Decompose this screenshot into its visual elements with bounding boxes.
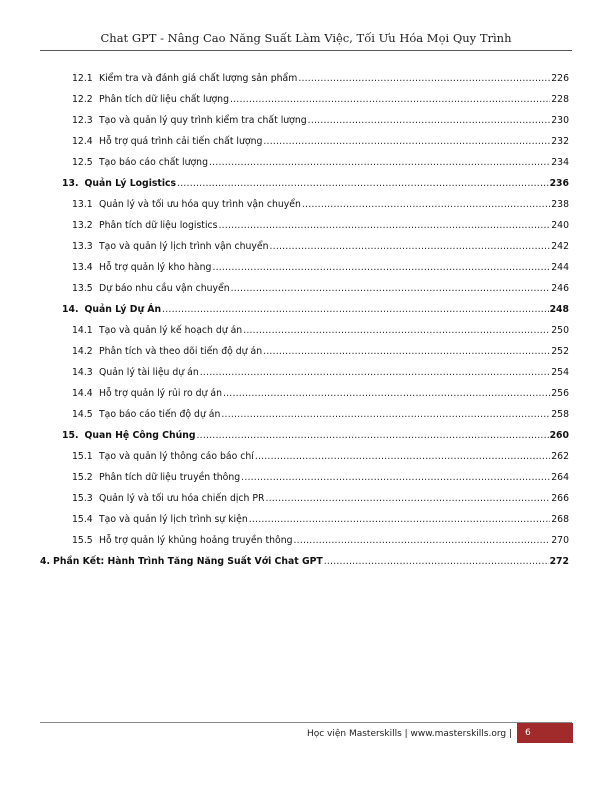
toc-page: 232 (551, 136, 569, 147)
toc-leader (265, 493, 550, 505)
toc-leader (308, 115, 551, 127)
toc-page: 256 (551, 388, 569, 399)
toc-number: 12.5 (72, 157, 93, 168)
toc-entry-15-4[interactable] (72, 514, 569, 526)
toc-number: 14.3 (72, 367, 93, 378)
toc-leader (270, 241, 551, 253)
toc-entry-14-4[interactable] (72, 388, 569, 400)
toc-page: 246 (551, 283, 569, 294)
toc-page: 230 (551, 115, 569, 126)
footer-page-number: 6 (517, 723, 573, 743)
page-header-title: Chat GPT - Nâng Cao Năng Suất Làm Việc, Tối Ưu Hóa Mọi Quy Trình (100, 31, 512, 45)
toc-number: 14.5 (72, 409, 93, 420)
toc-entry-12-3[interactable] (72, 115, 569, 127)
toc-number: 14.1 (72, 325, 93, 336)
toc-page: 226 (551, 73, 569, 84)
toc-page: 244 (551, 262, 569, 273)
toc-entry-12-1[interactable] (72, 73, 569, 85)
footer-divider (40, 722, 572, 723)
toc-title: Tạo và quản lý thông cáo báo chí (99, 451, 254, 462)
toc-number: 12.3 (72, 115, 93, 126)
toc-number: 15.3 (72, 493, 93, 504)
toc-leader (263, 136, 550, 148)
header-divider (40, 50, 572, 51)
toc-leader (302, 199, 550, 211)
toc-title: Tạo báo cáo tiến độ dự án (99, 409, 221, 420)
toc-leader (249, 514, 551, 526)
toc-number: 12.4 (72, 136, 93, 147)
toc-number: 15. (62, 430, 79, 441)
toc-page: 254 (551, 367, 569, 378)
toc-entry-15-2[interactable] (72, 472, 569, 484)
toc-page: 228 (551, 94, 569, 105)
toc-page: 260 (549, 430, 569, 441)
toc-title: Phân tích dữ liệu logistics (99, 220, 218, 231)
toc-page: 270 (551, 535, 569, 546)
toc-number: 13.2 (72, 220, 93, 231)
toc-title: Kiểm tra và đánh giá chất lượng sản phẩm (99, 73, 298, 84)
toc-title: Tạo báo cáo chất lượng (99, 157, 208, 168)
toc-entry-13-3[interactable] (72, 241, 569, 253)
toc-entry-13-5[interactable] (72, 283, 569, 295)
toc-entry-13-1[interactable] (72, 199, 569, 211)
toc-title: Quản Lý Dự Án (84, 304, 162, 315)
toc-number: 15.1 (72, 451, 93, 462)
toc-title: Tạo và quản lý lịch trình sự kiện (99, 514, 248, 525)
toc-number: 15.5 (72, 535, 93, 546)
toc-title: Phân tích và theo dõi tiến độ dự án (99, 346, 263, 357)
toc-page: 252 (551, 346, 569, 357)
toc-chapter-15[interactable] (62, 430, 569, 442)
toc-page: 236 (549, 178, 569, 189)
toc-title: Tạo và quản lý kế hoạch dự án (99, 325, 243, 336)
toc-number: 13.4 (72, 262, 93, 273)
toc-number: 14.2 (72, 346, 93, 357)
toc-page: 268 (551, 514, 569, 525)
toc-number: 14. (62, 304, 79, 315)
toc-title: Dự báo nhu cầu vận chuyển (99, 283, 230, 294)
toc-title: Phần Kết: Hành Trình Tăng Năng Suất Với Chat GPT (53, 556, 323, 567)
toc-number: 4. (40, 556, 51, 567)
toc-number: 14.4 (72, 388, 93, 399)
toc-page: 234 (551, 157, 569, 168)
toc-page: 240 (551, 220, 569, 231)
toc-entry-15-1[interactable] (72, 451, 569, 463)
toc-page: 238 (551, 199, 569, 210)
toc-entry-15-3[interactable] (72, 493, 569, 505)
toc-title: Quản lý tài liệu dự án (99, 367, 199, 378)
toc-title: Hỗ trợ quá trình cải tiến chất lượng (99, 136, 263, 147)
toc-leader (231, 283, 551, 295)
toc-chapter-14[interactable] (62, 304, 569, 316)
toc-page: 248 (549, 304, 569, 315)
toc-number: 12.2 (72, 94, 93, 105)
toc-page: 258 (551, 409, 569, 420)
toc-title: Quản lý và tối ưu hóa chiến dịch PR (99, 493, 265, 504)
toc-leader (298, 73, 550, 85)
toc-page: 262 (551, 451, 569, 462)
toc-entry-14-2[interactable] (72, 346, 569, 358)
toc-entry-14-3[interactable] (72, 367, 569, 379)
toc-leader (212, 262, 550, 274)
toc-part-4[interactable] (40, 556, 569, 568)
toc-page: 250 (551, 325, 569, 336)
toc-entry-14-1[interactable] (72, 325, 569, 337)
toc-chapter-13[interactable] (62, 178, 569, 190)
toc-title: Phân tích dữ liệu truyền thông (99, 472, 241, 483)
toc-number: 12.1 (72, 73, 93, 84)
toc-entry-12-4[interactable] (72, 136, 569, 148)
toc-page: 272 (549, 556, 569, 567)
toc-leader (209, 157, 550, 169)
toc-number: 13. (62, 178, 79, 189)
toc-title: Quản Lý Logistics (84, 178, 177, 189)
toc-entry-13-4[interactable] (72, 262, 569, 274)
toc-title: Hỗ trợ quản lý rủi ro dự án (99, 388, 222, 399)
toc-leader (255, 451, 550, 463)
toc-number: 15.4 (72, 514, 93, 525)
toc-entry-13-2[interactable] (72, 220, 569, 232)
toc-leader (197, 430, 549, 442)
toc-number: 13.3 (72, 241, 93, 252)
toc-title: Quan Hệ Công Chúng (84, 430, 196, 441)
toc-page: 242 (551, 241, 569, 252)
toc-leader (294, 535, 551, 547)
toc-leader (200, 367, 551, 379)
toc-entry-12-5[interactable] (72, 157, 569, 169)
toc-title: Tạo và quản lý lịch trình vận chuyển (99, 241, 269, 252)
toc-leader (219, 220, 551, 232)
toc-leader (162, 304, 548, 316)
toc-leader (263, 346, 550, 358)
toc-leader (221, 409, 550, 421)
toc-leader (243, 325, 550, 337)
toc-leader (230, 94, 550, 106)
toc-title: Hỗ trợ quản lý khủng hoảng truyền thông (99, 535, 293, 546)
toc-leader (324, 556, 549, 568)
toc-entry-15-5[interactable] (72, 535, 569, 547)
toc-page: 264 (551, 472, 569, 483)
footer-text: Học viện Masterskills | www.masterskills.org | (306, 729, 512, 739)
toc-number: 13.1 (72, 199, 93, 210)
toc-entry-14-5[interactable] (72, 409, 569, 421)
toc-title: Phân tích dữ liệu chất lượng (99, 94, 229, 105)
toc-title: Tạo và quản lý quy trình kiểm tra chất lượng (99, 115, 307, 126)
toc-number: 15.2 (72, 472, 93, 483)
toc-page: 266 (551, 493, 569, 504)
toc-title: Hỗ trợ quản lý kho hàng (99, 262, 212, 273)
toc-leader (241, 472, 550, 484)
toc-leader (223, 388, 550, 400)
toc-leader (177, 178, 548, 190)
toc-entry-12-2[interactable] (72, 94, 569, 106)
toc-title: Quản lý và tối ưu hóa quy trình vận chuyển (99, 199, 301, 210)
toc-number: 13.5 (72, 283, 93, 294)
